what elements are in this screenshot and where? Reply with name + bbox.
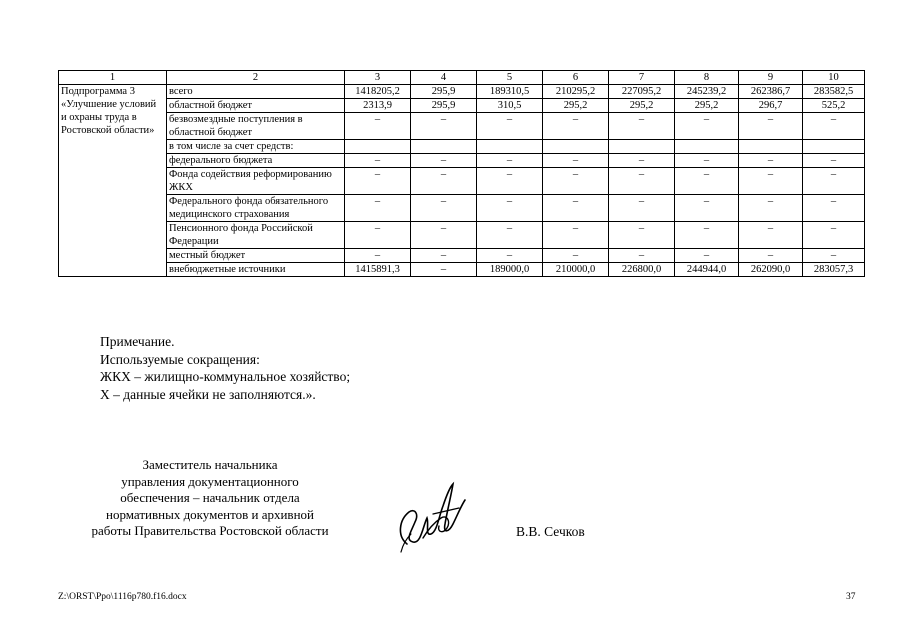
value-cell: – — [477, 154, 543, 168]
value-cell: – — [609, 154, 675, 168]
value-cell: – — [675, 168, 739, 195]
value-cell: – — [477, 113, 543, 140]
value-cell: – — [477, 222, 543, 249]
value-cell: – — [345, 168, 411, 195]
value-cell: 1418205,2 — [345, 85, 411, 99]
value-cell: – — [411, 113, 477, 140]
funding-source-cell: в том числе за счет средств: — [167, 140, 345, 154]
value-cell: – — [543, 222, 609, 249]
value-cell: – — [739, 154, 803, 168]
signer-line: нормативных документов и архивной — [106, 506, 314, 522]
value-cell — [477, 140, 543, 154]
funding-source-cell: внебюджетные источники — [167, 263, 345, 277]
value-cell — [609, 140, 675, 154]
value-cell: 262386,7 — [739, 85, 803, 99]
value-cell — [675, 140, 739, 154]
program-name-cell: Подпрограмма 3 «Улучшение условий и охраны труда в Ростовской области» — [59, 85, 167, 277]
value-cell: – — [345, 249, 411, 263]
value-cell: – — [411, 195, 477, 222]
column-header: 3 — [345, 71, 411, 85]
value-cell: – — [543, 113, 609, 140]
value-cell: 210000,0 — [543, 263, 609, 277]
signer-line: обеспечения – начальник отдела — [120, 490, 300, 505]
value-cell: 295,2 — [543, 99, 609, 113]
value-cell: – — [477, 168, 543, 195]
value-cell: – — [675, 222, 739, 249]
table-row — [59, 263, 865, 277]
value-cell — [411, 140, 477, 154]
value-cell: – — [675, 154, 739, 168]
signer-line: Заместитель начальника — [142, 457, 278, 472]
funding-source-cell: местный бюджет — [167, 249, 345, 263]
footer-file-path: Z:\ORST\Ppo\1116p780.f16.docx — [58, 592, 187, 602]
funding-source-cell: Фонда содействия реформированию ЖКХ — [167, 168, 345, 195]
note-title: Примечание. — [100, 334, 175, 349]
value-cell: – — [345, 113, 411, 140]
funding-source-cell: Федерального фонда обязательного медицинского страхования — [167, 195, 345, 222]
table-row — [59, 85, 865, 99]
value-cell: 295,2 — [609, 99, 675, 113]
value-cell: – — [803, 195, 865, 222]
value-cell: 227095,2 — [609, 85, 675, 99]
table-row — [59, 154, 865, 168]
value-cell: 189000,0 — [477, 263, 543, 277]
value-cell: 1415891,3 — [345, 263, 411, 277]
note-abbr-x: Х – данные ячейки не заполняются.». — [100, 386, 316, 402]
note-block — [100, 333, 350, 403]
value-cell: – — [739, 195, 803, 222]
value-cell: – — [543, 195, 609, 222]
value-cell: 226800,0 — [609, 263, 675, 277]
signer-name: В.В. Сечков — [516, 524, 585, 539]
table-body — [59, 85, 865, 277]
value-cell: 525,2 — [803, 99, 865, 113]
value-cell: – — [739, 168, 803, 195]
table-row — [59, 168, 865, 195]
value-cell: – — [739, 249, 803, 263]
value-cell: – — [803, 249, 865, 263]
funding-source-cell: областной бюджет — [167, 99, 345, 113]
value-cell — [803, 140, 865, 154]
funding-source-cell: всего — [167, 85, 345, 99]
value-cell: 295,2 — [675, 99, 739, 113]
value-cell: 295,9 — [411, 85, 477, 99]
value-cell: – — [345, 154, 411, 168]
column-header: 8 — [675, 71, 739, 85]
column-header: 10 — [803, 71, 865, 85]
column-header: 4 — [411, 71, 477, 85]
value-cell: 296,7 — [739, 99, 803, 113]
column-header: 9 — [739, 71, 803, 85]
value-cell: – — [345, 195, 411, 222]
value-cell: – — [609, 168, 675, 195]
handwritten-signature — [393, 478, 473, 556]
value-cell: 295,9 — [411, 99, 477, 113]
column-header: 7 — [609, 71, 675, 85]
value-cell: – — [803, 113, 865, 140]
value-cell: – — [675, 113, 739, 140]
table-row — [59, 140, 865, 154]
value-cell: 283582,5 — [803, 85, 865, 99]
value-cell: 245239,2 — [675, 85, 739, 99]
value-cell: – — [739, 222, 803, 249]
funding-source-cell: безвозмездные поступления в областной бюджет — [167, 113, 345, 140]
value-cell: 189310,5 — [477, 85, 543, 99]
value-cell: 2313,9 — [345, 99, 411, 113]
signer-line: работы Правительства Ростовской области — [91, 523, 329, 538]
value-cell: – — [803, 154, 865, 168]
value-cell: – — [411, 249, 477, 263]
value-cell: – — [411, 154, 477, 168]
column-header: 6 — [543, 71, 609, 85]
table-row — [59, 113, 865, 140]
value-cell: – — [543, 168, 609, 195]
value-cell: – — [477, 249, 543, 263]
column-header: 5 — [477, 71, 543, 85]
budget-table — [58, 70, 865, 277]
value-cell: – — [543, 249, 609, 263]
value-cell: 262090,0 — [739, 263, 803, 277]
note-abbr-zhkh: ЖКХ – жилищно-коммунальное хозяйство; — [100, 369, 351, 384]
value-cell: – — [803, 168, 865, 195]
value-cell: – — [543, 154, 609, 168]
value-cell: 244944,0 — [675, 263, 739, 277]
column-header: 1 — [59, 71, 167, 85]
value-cell: – — [609, 222, 675, 249]
column-header: 2 — [167, 71, 345, 85]
signer-line: управления документационного — [121, 473, 299, 489]
value-cell: – — [411, 263, 477, 277]
table-row — [59, 195, 865, 222]
value-cell: – — [739, 113, 803, 140]
value-cell: – — [345, 222, 411, 249]
table-header-row — [59, 71, 865, 85]
value-cell: – — [803, 222, 865, 249]
value-cell: – — [609, 249, 675, 263]
value-cell — [345, 140, 411, 154]
value-cell: 283057,3 — [803, 263, 865, 277]
page-number: 37 — [846, 592, 856, 602]
value-cell: – — [477, 195, 543, 222]
table-row — [59, 249, 865, 263]
table-row — [59, 99, 865, 113]
value-cell: 210295,2 — [543, 85, 609, 99]
value-cell: – — [411, 222, 477, 249]
value-cell — [543, 140, 609, 154]
value-cell: 310,5 — [477, 99, 543, 113]
value-cell: – — [675, 195, 739, 222]
value-cell: – — [675, 249, 739, 263]
value-cell: – — [609, 113, 675, 140]
value-cell: – — [609, 195, 675, 222]
signer-title — [60, 457, 360, 540]
note-abbr-heading: Используемые сокращения: — [100, 351, 260, 367]
table-row — [59, 222, 865, 249]
funding-source-cell: федерального бюджета — [167, 154, 345, 168]
funding-source-cell: Пенсионного фонда Российской Федерации — [167, 222, 345, 249]
value-cell — [739, 140, 803, 154]
value-cell: – — [411, 168, 477, 195]
